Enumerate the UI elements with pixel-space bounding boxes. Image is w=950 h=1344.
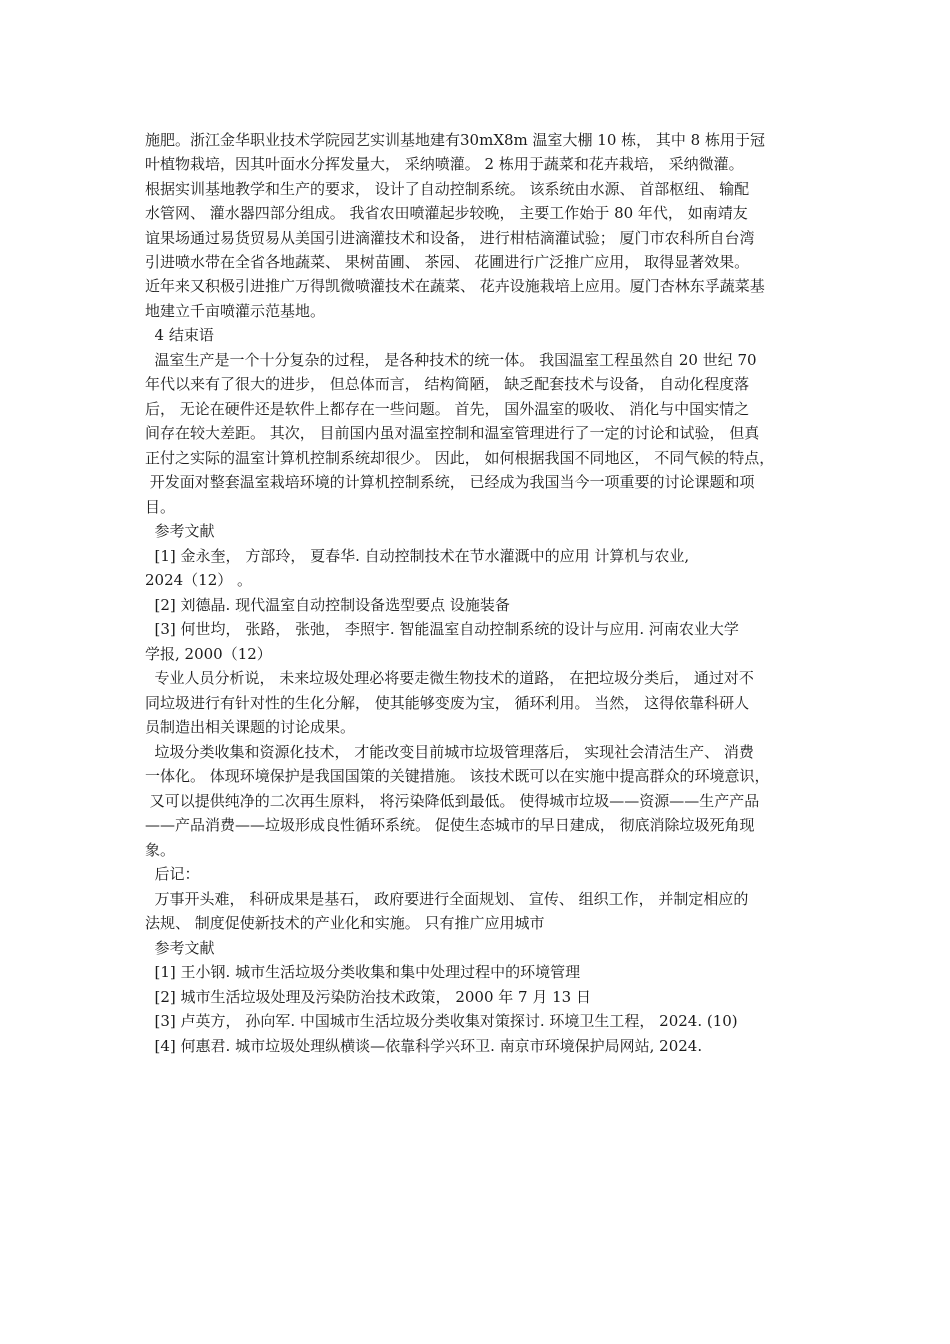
reference-item: 2024（12） 。	[145, 571, 253, 589]
body-text-line: 又可以提供纯净的二次再生原料， 将污染降低到最低。 使得城市垃圾——资源——生产产品	[145, 792, 760, 810]
body-text-line: 近年来又积极引进推广万得凯微喷灌技术在蔬菜、 花卉设施栽培上应用。厦门杏林东孚蔬菜基	[145, 277, 765, 295]
body-text-line: ——产品消费——垃圾形成良性循环系统。 促使生态城市的早日建成， 彻底消除垃圾死角现	[145, 816, 755, 834]
body-text-line: 象。	[145, 841, 176, 859]
body-text-line: 一体化。 体现环境保护是我国国策的关键措施。 该技术既可以在实施中提高群众的环境意识，	[145, 767, 770, 785]
reference-item: [2] 城市生活垃圾处理及污染防治技术政策， 2000 年 7 月 13 日	[145, 988, 591, 1006]
references-heading: 参考文献	[145, 522, 215, 540]
body-text-line: 万事开头难， 科研成果是基石， 政府要进行全面规划、 宣传、 组织工作， 并制定相应的	[145, 890, 749, 908]
body-text-line: 正付之实际的温室计算机控制系统却很少。 因此， 如何根据我国不同地区， 不同气候的特点，	[145, 449, 775, 467]
body-text-line: 叶植物栽培，因其叶面水分挥发量大， 采纳喷灌。 2 栋用于蔬菜和花卉栽培， 采纳微灌。	[145, 155, 744, 173]
body-text-line: 目。	[145, 498, 176, 516]
body-text-line: 专业人员分析说， 未来垃圾处理必将要走微生物技术的道路， 在把垃圾分类后， 通过对不	[145, 669, 754, 687]
body-text-line: 引进喷水带在全省各地蔬菜、 果树苗圃、 茶园、 花圃进行广泛推广应用， 取得显著效果。	[145, 253, 750, 271]
body-text-line: 水管网、 灌水器四部分组成。 我省农田喷灌起步较晚， 主要工作始于 80 年代， 如南靖友	[145, 204, 748, 222]
reference-item: [1] 金永奎， 方部玲， 夏春华. 自动控制技术在节水灌溉中的应用 计算机与农业,	[145, 547, 690, 565]
afterword-heading: 后记：	[145, 865, 200, 883]
body-text-line: 施肥。浙江金华职业技术学院园艺实训基地建有30mX8m 温室大棚 10 栋， 其中 8 栋用于冠	[145, 131, 765, 149]
reference-item: [4] 何惠君. 城市垃圾处理纵横谈—依靠科学兴环卫. 南京市环境保护局网站, 2024.	[145, 1037, 703, 1055]
body-text-line: 垃圾分类收集和资源化技术， 才能改变目前城市垃圾管理落后， 实现社会清洁生产、 消费	[145, 743, 754, 761]
body-text-line: 后， 无论在硬件还是软件上都存在一些问题。 首先， 国外温室的吸收、 消化与中国实情之	[145, 400, 750, 418]
body-text-line: 根据实训基地教学和生产的要求， 设计了自动控制系统。 该系统由水源、 首部枢纽、 输配	[145, 180, 750, 198]
reference-item: [1] 王小钢. 城市生活垃圾分类收集和集中处理过程中的环境管理	[145, 963, 581, 981]
section-heading: 4 结束语	[145, 326, 214, 344]
body-text-line: 地建立千亩喷灌示范基地。	[145, 302, 326, 320]
body-text-line: 开发面对整套温室栽培环境的计算机控制系统， 已经成为我国当今一项重要的讨论课题和项	[145, 473, 755, 491]
body-text-line: 温室生产是一个十分复杂的过程， 是各种技术的统一体。 我国温室工程虽然自 20 世纪 70	[145, 351, 757, 369]
body-text-line: 同垃圾进行有针对性的生化分解， 使其能够变废为宝， 循环利用。 当然， 这得依靠科研人	[145, 694, 750, 712]
reference-item: [3] 何世均， 张路， 张弛， 李照宇. 智能温室自动控制系统的设计与应用. 河南农业大学	[145, 620, 739, 638]
references-heading: 参考文献	[145, 939, 215, 957]
body-text-line: 法规、 制度促使新技术的产业化和实施。 只有推广应用城市	[145, 914, 545, 932]
reference-item: [3] 卢英方， 孙向军. 中国城市生活垃圾分类收集对策探讨. 环境卫生工程， 2024. (10)	[145, 1012, 738, 1030]
reference-item: 学报, 2000（12）	[145, 645, 272, 663]
body-text-line: 谊果场通过易货贸易从美国引进滴灌技术和设备， 进行柑桔滴灌试验； 厦门市农科所自台湾	[145, 229, 755, 247]
body-text-line: 员制造出相关课题的讨论成果。	[145, 718, 356, 736]
body-text-line: 间存在较大差距。 其次， 目前国内虽对温室控制和温室管理进行了一定的讨论和试验， 但真	[145, 424, 760, 442]
body-text-line: 年代以来有了很大的进步， 但总体而言， 结构简陋， 缺乏配套技术与设备， 自动化程度落	[145, 375, 750, 393]
reference-item: [2] 刘德晶. 现代温室自动控制设备选型要点 设施装备	[145, 596, 510, 614]
